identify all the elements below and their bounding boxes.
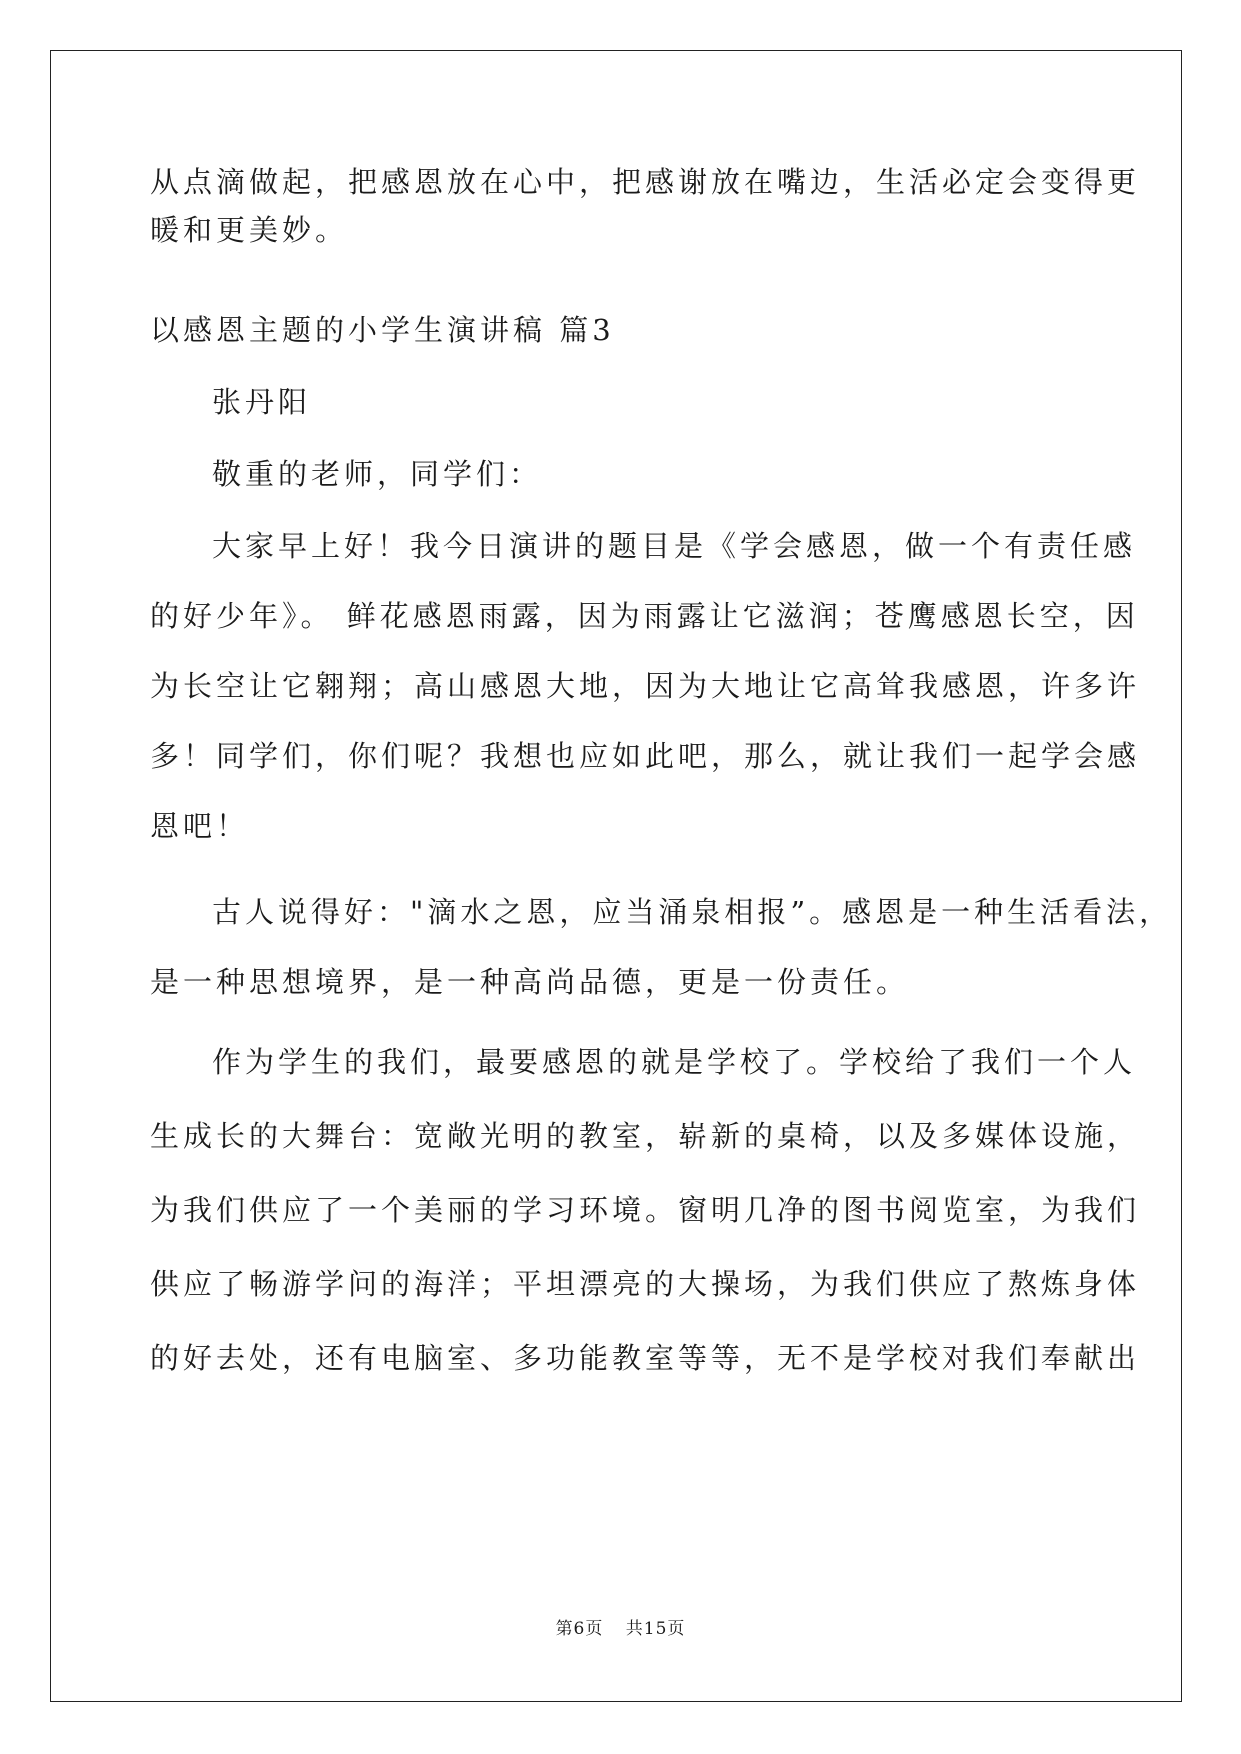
paragraph-line: 恩吧！ — [150, 809, 250, 843]
paragraph-line: 多！同学们，你们呢？我想也应如此吧，那么，就让我们一起学会感 — [150, 739, 1141, 773]
paragraph-line: 为长空让它翱翔；高山感恩大地，因为大地让它高耸我感恩，许多许 — [150, 669, 1141, 703]
paragraph-line: 供应了畅游学问的海洋；平坦漂亮的大操场，为我们供应了熬炼身体 — [150, 1267, 1141, 1301]
page-number: 第6页 — [555, 1619, 604, 1639]
paragraph-line: 暖和更美妙。 — [150, 213, 349, 247]
salutation: 敬重的老师，同学们： — [212, 457, 543, 491]
paragraph-line: 为我们供应了一个美丽的学习环境。窗明几净的图书阅览室，为我们 — [150, 1193, 1141, 1227]
paragraph-line: 大家早上好！我今日演讲的题目是《学会感恩，做一个有责任感 — [212, 529, 1137, 563]
page-total: 共15页 — [625, 1619, 686, 1639]
paragraph-line: 的好去处，还有电脑室、多功能教室等等，无不是学校对我们奉献出 — [150, 1341, 1141, 1375]
paragraph-line: 古人说得好："滴水之恩，应当涌泉相报”。感恩是一种生活看法， — [212, 895, 1173, 929]
paragraph-line: 生成长的大舞台：宽敞光明的教室，崭新的桌椅，以及多媒体设施， — [150, 1119, 1141, 1153]
paragraph-line: 的好少年》。 鲜花感恩雨露，因为雨露让它滋润；苍鹰感恩长空，因 — [150, 599, 1139, 633]
paragraph-line: 从点滴做起，把感恩放在心中，把感谢放在嘴边，生活必定会变得更 — [150, 165, 1141, 199]
author-name: 张丹阳 — [212, 385, 312, 419]
paragraph-line: 是一种思想境界，是一种高尚品德，更是一份责任。 — [150, 965, 910, 999]
page-border — [50, 50, 1182, 1702]
page-footer — [0, 1614, 1241, 1639]
paragraph-line: 作为学生的我们，最要感恩的就是学校了。学校给了我们一个人 — [212, 1045, 1137, 1079]
section-heading: 以感恩主题的小学生演讲稿 篇3 — [150, 313, 615, 347]
